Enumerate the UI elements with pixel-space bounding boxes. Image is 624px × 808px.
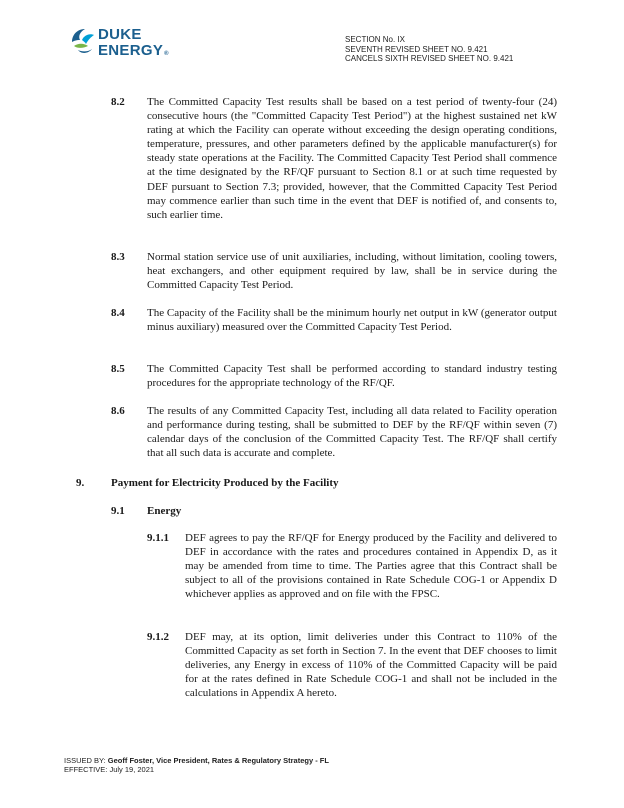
paragraph-number-9-1-2: 9.1.2 bbox=[147, 631, 169, 643]
logo-registered-mark: ® bbox=[164, 51, 169, 57]
section-title-9: Payment for Electricity Produced by the Facility bbox=[111, 477, 339, 489]
paragraph-9-1-2: DEF may, at its option, limit deliveries under this Contract to 110% of the Committed Capacity as set forth in Section 7. In the event that DEF chooses to limit deliveries, any Energy in excess of 110% of the Committed Capacity will be paid for at the rates defined in Rate Schedule COG-1 and shall not be included in the calculations in Appendix A hereto. bbox=[185, 631, 557, 700]
issued-by-label: ISSUED BY: bbox=[64, 756, 106, 765]
sheet-header bbox=[345, 35, 605, 64]
revised-sheet: SEVENTH REVISED SHEET NO. 9.421 bbox=[345, 44, 488, 54]
section-number-9-1: 9.1 bbox=[111, 505, 125, 517]
section-number-9: 9. bbox=[76, 477, 85, 489]
paragraph-number-8-6: 8.6 bbox=[111, 405, 125, 417]
paragraph-number-8-3: 8.3 bbox=[111, 251, 125, 263]
duke-flame-icon bbox=[68, 26, 98, 56]
paragraph-9-1-1: DEF agrees to pay the RF/QF for Energy produced by the Facility and delivered to DEF in accordance with the rates and procedures contained in Appendix D, as it may be amended from time to time. The Parties agree that this Contract shall be subject to all of the provisions contained in Rate Schedule COG-1 or Appendix D whichever applies as approved and on file with the FPSC. bbox=[185, 532, 557, 601]
paragraph-number-9-1-1: 9.1.1 bbox=[147, 532, 169, 544]
effective-label: EFFECTIVE: bbox=[64, 765, 108, 774]
logo-wordmark bbox=[98, 27, 169, 62]
paragraph-8-6: The results of any Committed Capacity Test, including all data related to Facility operation and performance during testing, shall be submitted to DEF by the RF/QF within seven (7) calendar days of the conclusion of the Committed Capacity Test. The RF/QF shall certify that all such data is accurate and complete. bbox=[147, 405, 557, 460]
cancels-sheet: CANCELS SIXTH REVISED SHEET NO. 9.421 bbox=[345, 54, 514, 63]
paragraph-number-8-5: 8.5 bbox=[111, 363, 125, 375]
paragraph-8-2: The Committed Capacity Test results shall be based on a test period of twenty-four (24) consecutive hours (the "Committed Capacity Test Period") at the highest sustained net kW rating at which the Facility can operate without exceeding the design operating conditions, temperature, pressures, and other parameters defined by the applicable manufacturer(s) for steady state operations at the Facility. The Committed Capacity Test Period shall commence at the time designated by the RF/QF pursuant to Section 8.1 or at such time requested by DEF pursuant to Section 7.3; provided, however, that the Committed Capacity Test Period may commence earlier than such time in the event that DEF is notified of, and consents to, such earlier time. bbox=[147, 96, 557, 221]
page-footer bbox=[64, 756, 329, 774]
duke-energy-logo bbox=[68, 24, 178, 68]
logo-line2: ENERGY bbox=[98, 42, 164, 59]
paragraph-8-5: The Committed Capacity Test shall be performed according to standard industry testing procedures for the appropriate technology of the RF/QF. bbox=[147, 363, 557, 390]
paragraph-number-8-2: 8.2 bbox=[111, 96, 125, 108]
paragraph-number-8-4: 8.4 bbox=[111, 307, 125, 319]
effective-date: July 19, 2021 bbox=[109, 765, 155, 774]
paragraph-8-4: The Capacity of the Facility shall be the minimum hourly net output in kW (generator output minus auxiliary) measured over the Committed Capacity Test Period. bbox=[147, 307, 557, 334]
logo-line1: DUKE bbox=[98, 26, 142, 43]
section-title-9-1: Energy bbox=[147, 505, 182, 517]
issued-by-name: Geoff Foster, Vice President, Rates & Regulatory Strategy - FL bbox=[107, 756, 329, 765]
section-number: SECTION No. IX bbox=[345, 35, 406, 44]
paragraph-8-3: Normal station service use of unit auxiliaries, including, without limitation, cooling towers, heat exchangers, and other equipment required by law, shall be in service during the Committed Capacity Test Period. bbox=[147, 251, 557, 292]
